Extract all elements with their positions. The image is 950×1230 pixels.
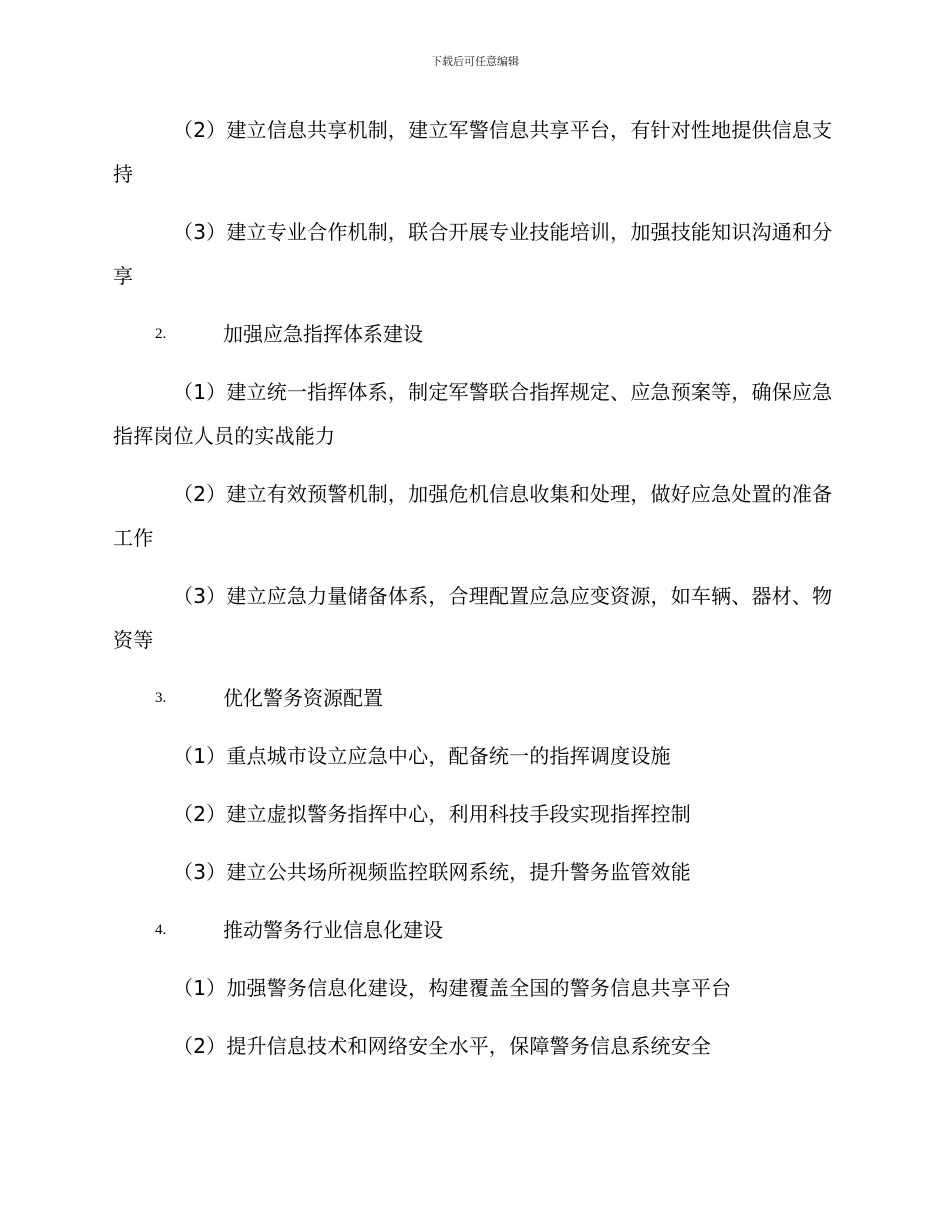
section-number: 4. <box>155 922 167 938</box>
paragraph-command-2: （2）建立有效预警机制，加强危机信息收集和处理，做好应急处置的准备工作 <box>113 482 833 550</box>
section-title: 推动警务行业信息化建设 <box>223 918 443 942</box>
section-heading-4 <box>113 908 837 952</box>
page-header: 下载后可任意编辑 <box>431 55 519 68</box>
section-heading-3 <box>113 676 837 720</box>
paragraph-it-1: （1）加强警务信息化建设，构建覆盖全国的警务信息共享平台 <box>173 976 732 1000</box>
paragraph-resource-2: （2）建立虚拟警务指挥中心，利用科技手段实现指挥控制 <box>173 802 691 826</box>
document-body <box>113 108 837 1082</box>
section-number: 2. <box>155 326 167 342</box>
paragraph-resource-3: （3）建立公共场所视频监控联网系统，提升警务监管效能 <box>173 860 691 884</box>
paragraph-2-2: （2）建立信息共享机制，建立军警信息共享平台，有针对性地提供信息支持 <box>113 118 833 186</box>
paragraph-2-3: （3）建立专业合作机制，联合开展专业技能培训，加强技能知识沟通和分享 <box>113 220 833 288</box>
section-title: 优化警务资源配置 <box>223 686 383 710</box>
section-heading-2 <box>113 312 837 356</box>
paragraph-command-3: （3）建立应急力量储备体系，合理配置应急应变资源，如车辆、器材、物资等 <box>113 584 833 652</box>
paragraph-it-2: （2）提升信息技术和网络安全水平，保障警务信息系统安全 <box>173 1034 712 1058</box>
paragraph-command-1: （1）建立统一指挥体系，制定军警联合指挥规定、应急预案等，确保应急指挥岗位人员的实战能力 <box>113 380 833 448</box>
section-number: 3. <box>155 690 167 706</box>
section-title: 加强应急指挥体系建设 <box>223 322 423 346</box>
paragraph-resource-1: （1）重点城市设立应急中心，配备统一的指挥调度设施 <box>173 744 671 768</box>
